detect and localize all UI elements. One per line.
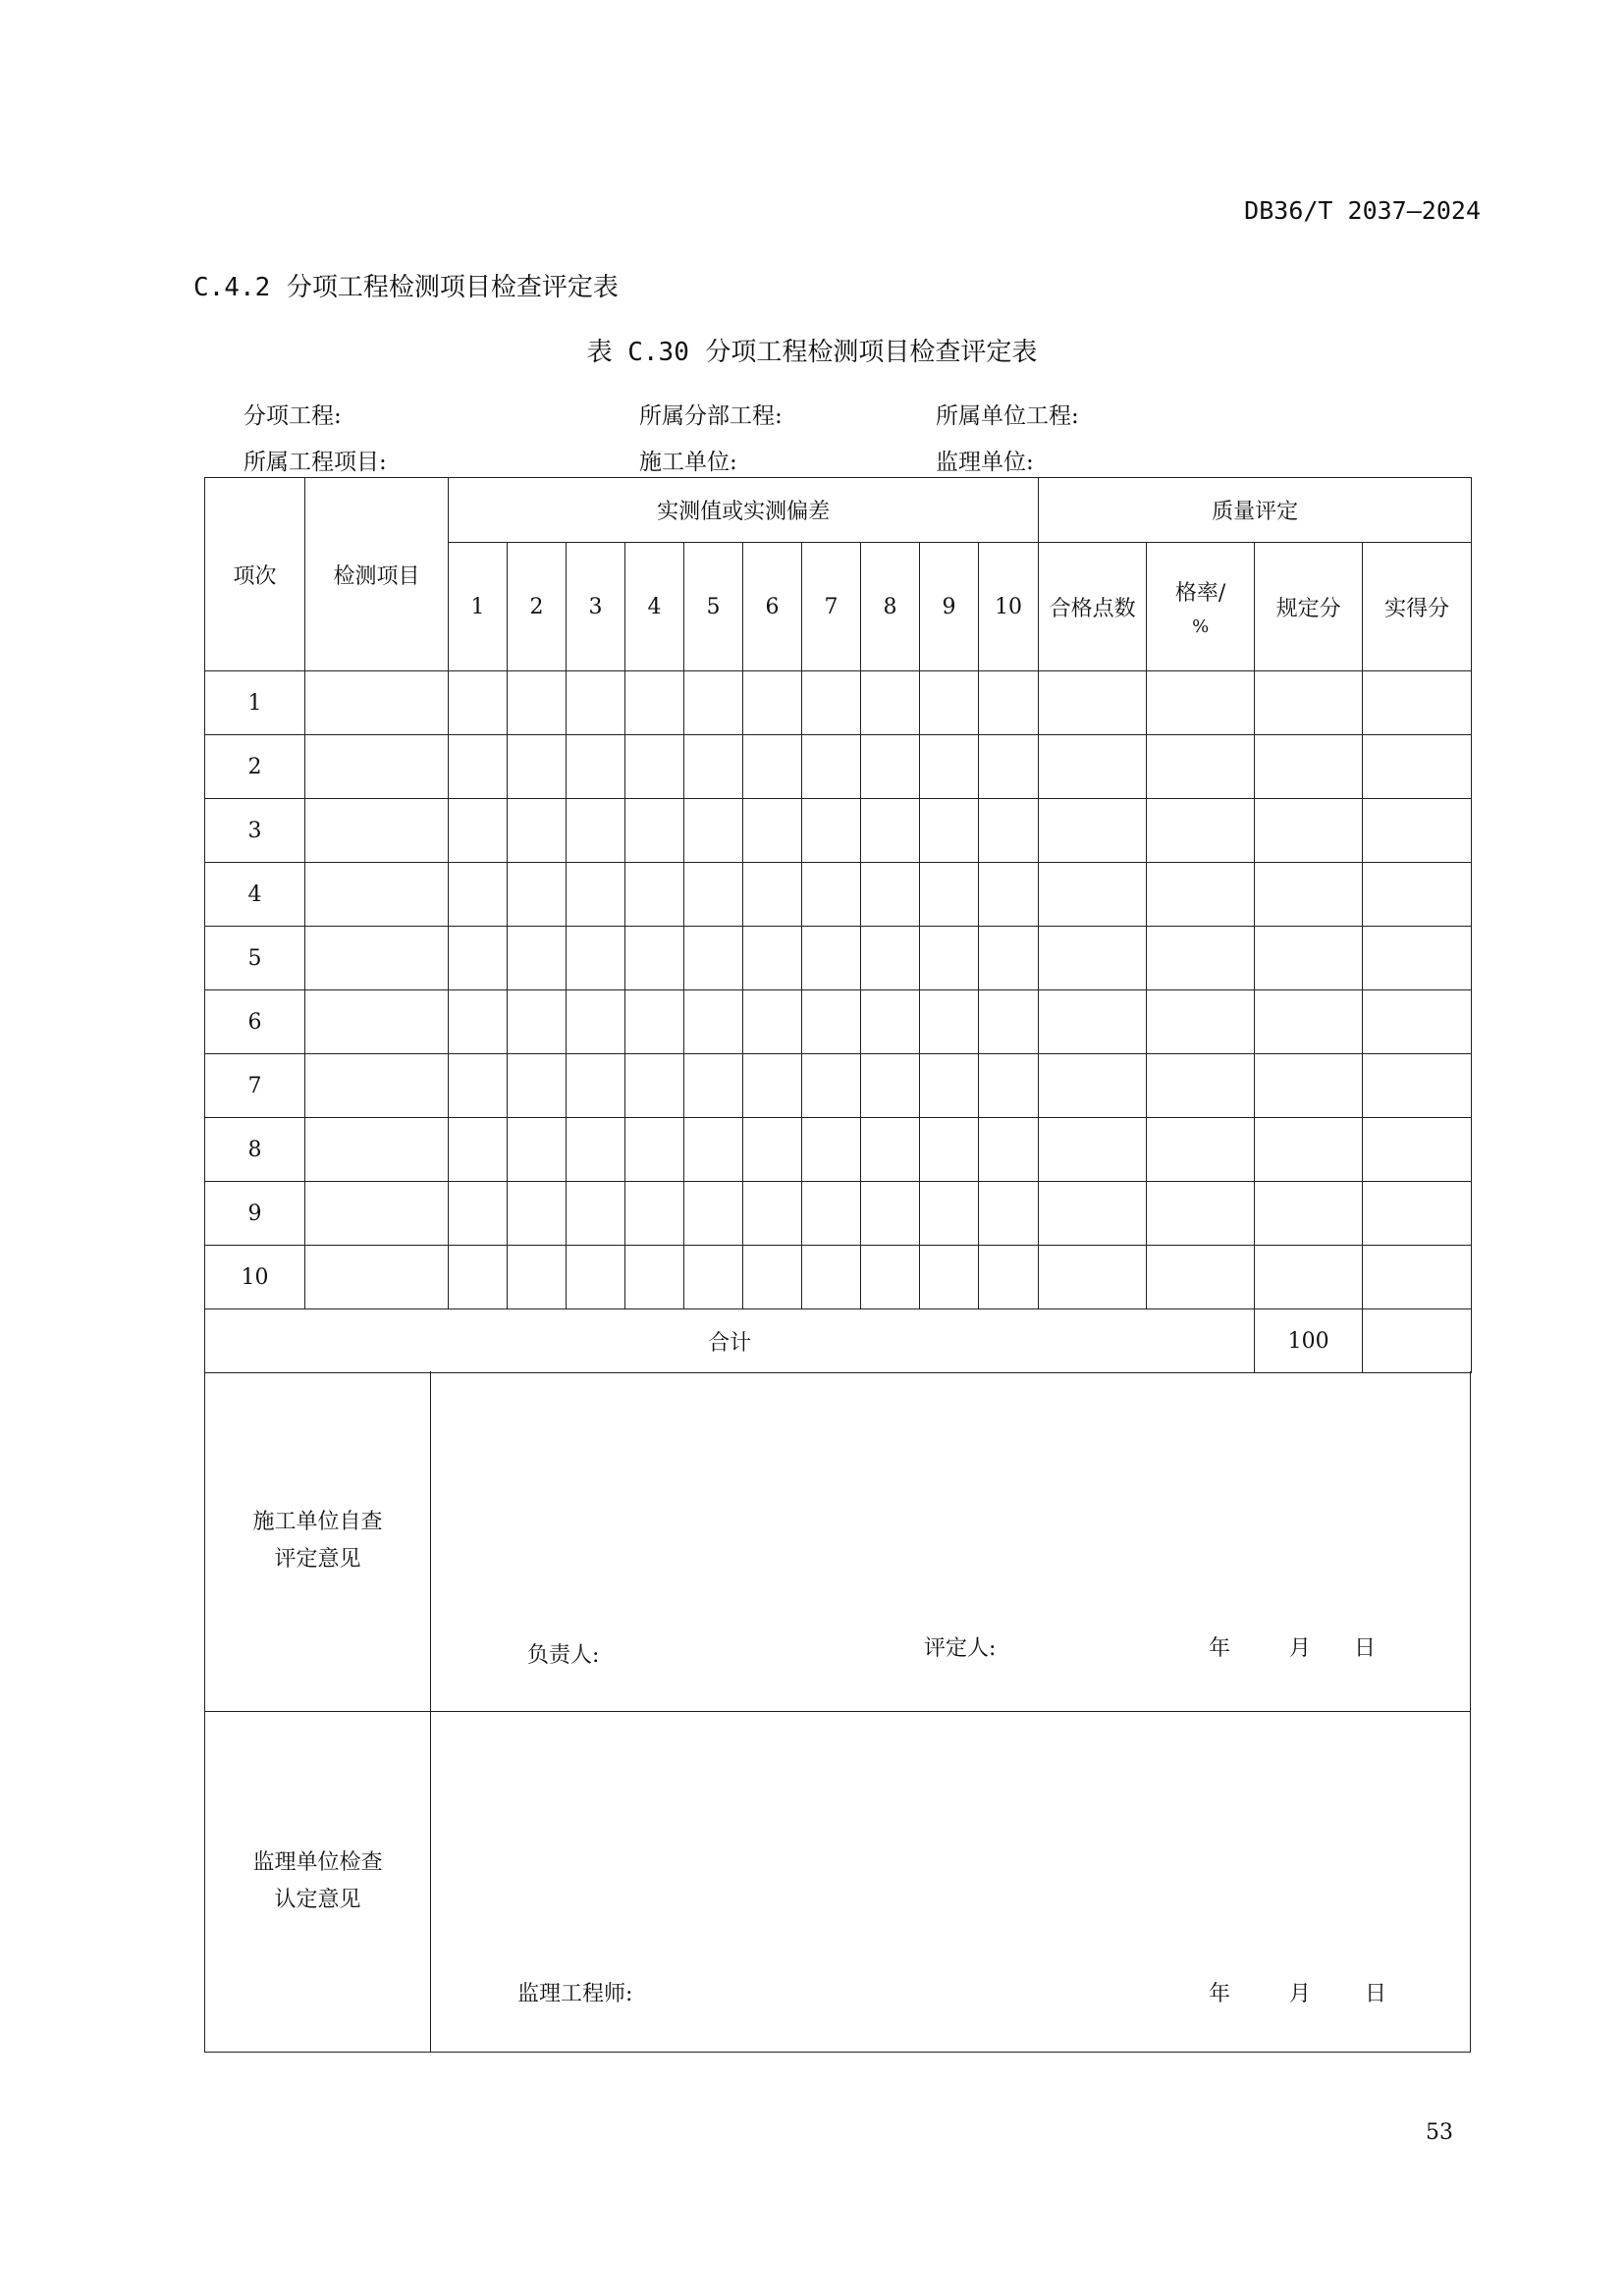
section-title: 分项工程检测项目检查评定表	[286, 273, 619, 302]
table-cell	[684, 863, 743, 927]
table-cell	[861, 990, 920, 1054]
date-year: 年	[1209, 1636, 1231, 1661]
table-cell	[979, 927, 1039, 990]
supervision-check-label-line1: 监理单位检查	[252, 1850, 383, 1875]
table-row	[205, 990, 1472, 1054]
supervision-check-section	[204, 1712, 1471, 2053]
table-cell	[1039, 1054, 1147, 1118]
row-index: 5	[205, 927, 305, 990]
table-cell	[508, 927, 567, 990]
header-measure-3: 3	[567, 543, 625, 671]
table-cell	[802, 990, 861, 1054]
table-cell	[305, 1054, 449, 1118]
table-cell	[802, 1118, 861, 1182]
table-cell	[920, 927, 979, 990]
date-month: 月	[1289, 1636, 1312, 1661]
table-cell	[305, 799, 449, 863]
table-cell	[802, 1054, 861, 1118]
table-cell	[449, 671, 508, 735]
table-cell	[625, 671, 684, 735]
table-cell	[1255, 799, 1363, 863]
supervision-check-label	[205, 1712, 431, 2052]
responsible-person-label: 负责人:	[527, 1643, 600, 1668]
table-cell	[743, 1118, 802, 1182]
table-cell	[979, 1054, 1039, 1118]
table-cell	[920, 735, 979, 799]
table-cell	[802, 1182, 861, 1246]
page-number: 53	[1426, 2120, 1453, 2145]
self-check-label-line1: 施工单位自查	[252, 1510, 383, 1534]
table-cell	[920, 1054, 979, 1118]
table-cell	[1039, 927, 1147, 990]
table-cell	[802, 671, 861, 735]
table-cell	[1147, 990, 1255, 1054]
table-cell	[449, 799, 508, 863]
table-cell	[449, 863, 508, 927]
table-cell	[1255, 927, 1363, 990]
table-cell	[1363, 990, 1472, 1054]
table-cell	[1147, 1246, 1255, 1309]
header-actual-score: 实得分	[1363, 543, 1472, 671]
info-supervision-unit: 监理单位:	[936, 450, 1034, 475]
evaluator-label: 评定人:	[924, 1636, 997, 1661]
info-unit-project: 所属单位工程:	[936, 403, 1079, 429]
table-cell	[625, 1054, 684, 1118]
header-pass-rate	[1147, 543, 1255, 671]
table-cell	[625, 1182, 684, 1246]
info-construction-unit: 施工单位:	[639, 450, 737, 475]
table-cell	[567, 1054, 625, 1118]
table-row	[205, 927, 1472, 990]
table-cell	[861, 863, 920, 927]
table-cell	[1147, 1054, 1255, 1118]
table-cell	[1255, 1246, 1363, 1309]
table-cell	[861, 1246, 920, 1309]
table-cell	[508, 1054, 567, 1118]
table-cell	[449, 1118, 508, 1182]
table-cell	[979, 799, 1039, 863]
table-cell	[625, 735, 684, 799]
table-row	[205, 863, 1472, 927]
header-item: 检测项目	[305, 478, 449, 671]
table-cell	[305, 927, 449, 990]
table-row	[205, 735, 1472, 799]
table-cell	[508, 671, 567, 735]
table-cell	[1363, 735, 1472, 799]
table-cell	[625, 1246, 684, 1309]
table-cell	[743, 799, 802, 863]
table-cell	[625, 1118, 684, 1182]
table-cell	[305, 1246, 449, 1309]
table-cell	[305, 863, 449, 927]
row-index: 7	[205, 1054, 305, 1118]
header-measure-4: 4	[625, 543, 684, 671]
total-label: 合计	[205, 1309, 1255, 1373]
table-cell	[1363, 1182, 1472, 1246]
header-measure-7: 7	[802, 543, 861, 671]
header-measure-8: 8	[861, 543, 920, 671]
table-cell	[802, 735, 861, 799]
info-construction-project: 所属工程项目:	[244, 450, 387, 475]
table-cell	[861, 799, 920, 863]
table-cell	[567, 1118, 625, 1182]
table-cell	[1039, 990, 1147, 1054]
table-row	[205, 1054, 1472, 1118]
table-row	[205, 1246, 1472, 1309]
table-cell	[1039, 1246, 1147, 1309]
table-cell	[1363, 671, 1472, 735]
header-pass-points: 合格点数	[1039, 543, 1147, 671]
table-cell	[508, 990, 567, 1054]
table-cell	[743, 1054, 802, 1118]
info-division-project: 所属分部工程:	[639, 403, 783, 429]
row-index: 6	[205, 990, 305, 1054]
table-cell	[920, 990, 979, 1054]
row-index: 4	[205, 863, 305, 927]
date-month: 月	[1289, 1982, 1312, 2006]
table-cell	[567, 799, 625, 863]
table-cell	[861, 1054, 920, 1118]
table-cell	[508, 1118, 567, 1182]
table-cell	[684, 671, 743, 735]
header-measure-10: 10	[979, 543, 1039, 671]
row-index: 8	[205, 1118, 305, 1182]
table-cell	[1147, 1118, 1255, 1182]
table-cell	[1255, 1118, 1363, 1182]
table-cell	[684, 1246, 743, 1309]
header-measured-group: 实测值或实测偏差	[449, 478, 1039, 543]
date-year: 年	[1209, 1982, 1231, 2006]
supervision-engineer-label: 监理工程师:	[517, 1982, 633, 2006]
header-index: 项次	[205, 478, 305, 671]
table-cell	[1039, 1182, 1147, 1246]
table-cell	[861, 927, 920, 990]
table-cell	[743, 1246, 802, 1309]
table-cell	[743, 671, 802, 735]
table-cell	[449, 735, 508, 799]
table-cell	[1363, 927, 1472, 990]
supervision-check-label-line2: 认定意见	[274, 1888, 361, 1912]
row-index: 1	[205, 671, 305, 735]
table-cell	[567, 863, 625, 927]
table-cell	[449, 1182, 508, 1246]
table-cell	[508, 863, 567, 927]
header-specified-score: 规定分	[1255, 543, 1363, 671]
caption-title: 分项工程检测项目检查评定表	[705, 338, 1038, 367]
header-quality-group: 质量评定	[1039, 478, 1472, 543]
table-cell	[1255, 990, 1363, 1054]
table-cell	[625, 927, 684, 990]
header-measure-2: 2	[508, 543, 567, 671]
table-cell	[861, 735, 920, 799]
table-cell	[305, 735, 449, 799]
table-cell	[743, 863, 802, 927]
table-cell	[449, 990, 508, 1054]
table-cell	[684, 799, 743, 863]
table-cell	[305, 1118, 449, 1182]
table-cell	[1363, 1054, 1472, 1118]
table-cell	[684, 1182, 743, 1246]
table-cell	[1255, 671, 1363, 735]
table-cell	[449, 1054, 508, 1118]
table-cell	[1147, 1182, 1255, 1246]
table-cell	[979, 863, 1039, 927]
table-cell	[567, 927, 625, 990]
table-cell	[1147, 927, 1255, 990]
table-cell	[743, 990, 802, 1054]
table-row	[205, 1118, 1472, 1182]
table-cell	[979, 671, 1039, 735]
header-pass-rate-line2: %	[1192, 616, 1210, 637]
header-pass-rate-line1: 格率/	[1174, 581, 1226, 606]
table-cell	[449, 927, 508, 990]
table-cell	[305, 990, 449, 1054]
table-cell	[802, 927, 861, 990]
table-cell	[1255, 863, 1363, 927]
header-measure-6: 6	[743, 543, 802, 671]
table-cell	[920, 1182, 979, 1246]
table-cell	[920, 863, 979, 927]
table-row	[205, 671, 1472, 735]
table-cell	[802, 799, 861, 863]
table-cell	[743, 1182, 802, 1246]
table-cell	[508, 1246, 567, 1309]
table-cell	[508, 799, 567, 863]
table-cell	[1255, 1054, 1363, 1118]
table-cell	[802, 1246, 861, 1309]
table-row	[205, 799, 1472, 863]
table-cell	[684, 1118, 743, 1182]
table-cell	[802, 863, 861, 927]
table-cell	[684, 1054, 743, 1118]
self-check-label	[205, 1371, 431, 1711]
table-cell	[1039, 671, 1147, 735]
table-cell	[1363, 1246, 1472, 1309]
table-cell	[979, 990, 1039, 1054]
table-cell	[1147, 671, 1255, 735]
table-cell	[743, 927, 802, 990]
table-cell	[625, 799, 684, 863]
table-cell	[1255, 735, 1363, 799]
table-cell	[979, 735, 1039, 799]
table-cell	[684, 735, 743, 799]
table-cell	[1039, 863, 1147, 927]
table-cell	[920, 799, 979, 863]
row-index: 2	[205, 735, 305, 799]
section-heading	[193, 267, 619, 303]
table-cell	[684, 927, 743, 990]
table-cell	[920, 671, 979, 735]
table-cell	[305, 1182, 449, 1246]
self-check-section	[204, 1371, 1471, 1712]
table-cell	[979, 1118, 1039, 1182]
standard-number: DB36/T 2037—2024	[1244, 196, 1481, 225]
header-measure-1: 1	[449, 543, 508, 671]
table-cell	[1255, 1182, 1363, 1246]
date-day: 日	[1365, 1982, 1387, 2006]
table-cell	[1039, 735, 1147, 799]
info-item-project: 分项工程:	[244, 403, 342, 429]
self-check-label-line2: 评定意见	[274, 1547, 361, 1572]
header-measure-5: 5	[684, 543, 743, 671]
total-specified-score: 100	[1255, 1309, 1363, 1373]
table-cell	[567, 735, 625, 799]
table-cell	[1363, 1118, 1472, 1182]
table-cell	[1147, 863, 1255, 927]
row-index: 9	[205, 1182, 305, 1246]
table-cell	[743, 735, 802, 799]
table-cell	[1363, 799, 1472, 863]
table-row	[205, 1182, 1472, 1246]
table-caption	[0, 332, 1624, 368]
table-cell	[979, 1182, 1039, 1246]
table-cell	[305, 671, 449, 735]
table-cell	[1147, 735, 1255, 799]
table-cell	[861, 671, 920, 735]
table-cell	[1039, 799, 1147, 863]
caption-label: 表 C.30	[586, 338, 689, 367]
table-cell	[861, 1182, 920, 1246]
table-cell	[567, 1182, 625, 1246]
table-cell	[567, 1246, 625, 1309]
table-cell	[625, 863, 684, 927]
table-cell	[861, 1118, 920, 1182]
row-index: 10	[205, 1246, 305, 1309]
table-cell	[1039, 1118, 1147, 1182]
table-cell	[979, 1246, 1039, 1309]
table-cell	[920, 1118, 979, 1182]
table-cell	[1147, 799, 1255, 863]
table-cell	[625, 990, 684, 1054]
table-cell	[449, 1246, 508, 1309]
date-day: 日	[1354, 1636, 1377, 1661]
total-actual-score	[1363, 1309, 1472, 1373]
table-cell	[1363, 863, 1472, 927]
section-number: C.4.2	[193, 273, 271, 302]
table-cell	[567, 671, 625, 735]
table-cell	[567, 990, 625, 1054]
table-cell	[920, 1246, 979, 1309]
header-measure-9: 9	[920, 543, 979, 671]
inspection-table	[204, 477, 1472, 1373]
row-index: 3	[205, 799, 305, 863]
table-cell	[508, 735, 567, 799]
table-cell	[508, 1182, 567, 1246]
table-cell	[684, 990, 743, 1054]
